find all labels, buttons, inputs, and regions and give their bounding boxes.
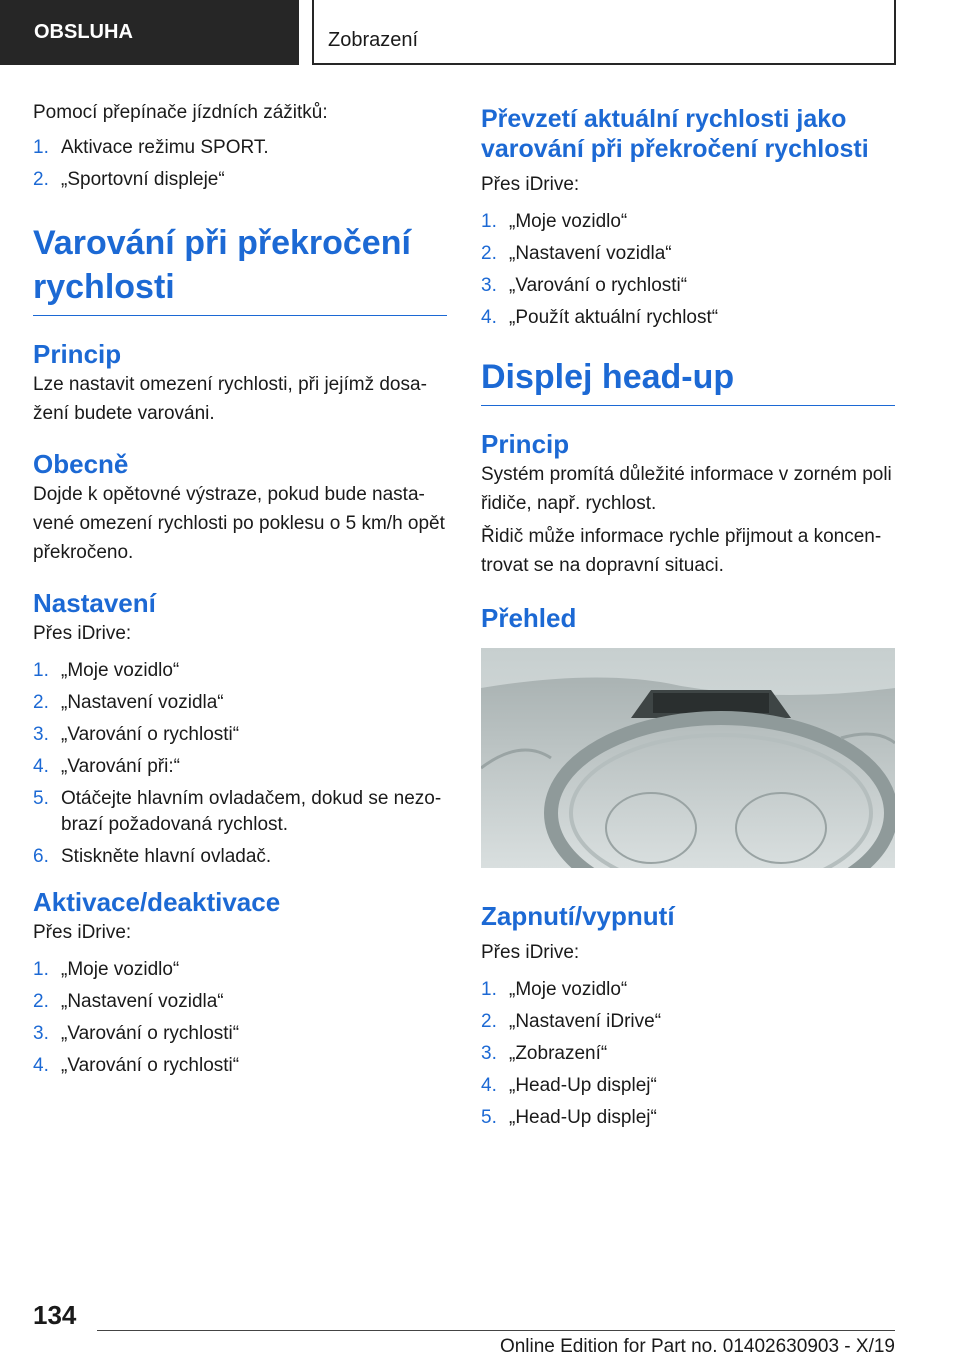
chapter-tab bbox=[312, 0, 896, 65]
hud-principle-text-2: Řidič může informace rychle přijmout a koncentrovat se na dopravní situaci. bbox=[481, 526, 882, 576]
list-item: 2. „Nastavení vozidla“ bbox=[481, 243, 672, 264]
activation-lead: Přes iDrive: bbox=[33, 922, 132, 943]
section-title-hud: Displej head-up bbox=[481, 355, 895, 406]
list-item: 4. „Head-Up displej“ bbox=[481, 1075, 657, 1096]
heading-settings: Nastavení bbox=[33, 588, 156, 618]
list-item: 2. „Nastavení iDrive“ bbox=[481, 1011, 662, 1032]
list-item: 3. „Zobrazení“ bbox=[481, 1043, 608, 1064]
section-tab bbox=[0, 0, 299, 65]
list-item: 4. „Varování o rychlosti“ bbox=[33, 1055, 240, 1076]
list-item: 5. „Head-Up displej“ bbox=[481, 1107, 657, 1128]
list-item: 4. „Použít aktuální rychlost“ bbox=[481, 307, 719, 328]
heading-on-off: Zapnutí/vypnutí bbox=[481, 901, 675, 931]
list-item: 3. „Varování o rychlosti“ bbox=[481, 275, 688, 296]
adopt-steps bbox=[481, 209, 895, 331]
chapter-label: Zobrazení bbox=[328, 29, 419, 51]
edition-note: Online Edition for Part no. 01402630903 - X/19 bbox=[499, 1336, 895, 1357]
list-item: 3. „Varování o rychlosti“ bbox=[33, 724, 240, 745]
section-label: OBSLUHA bbox=[34, 21, 133, 43]
heading-adopt-speed: Převzetí aktuální rychlosti jako varování při překročení rychlosti bbox=[481, 105, 869, 163]
page-number: 134 bbox=[33, 1300, 77, 1330]
hud-principle-text-1: Systém promítá důležité informace v zorném poli řidiče, např. rychlost. bbox=[481, 464, 892, 514]
intro-list bbox=[33, 135, 447, 193]
onoff-steps bbox=[481, 977, 895, 1131]
footer-divider bbox=[97, 1330, 895, 1331]
section-title-speed-warning: Varování při překročení rychlosti bbox=[33, 221, 447, 316]
list-item: 2. „Nastavení vozidla“ bbox=[33, 692, 224, 713]
adopt-lead: Přes iDrive: bbox=[481, 174, 580, 195]
heading-overview: Přehled bbox=[481, 603, 577, 633]
activation-steps bbox=[33, 957, 447, 1079]
list-item: 6. Stiskněte hlavní ovladač. bbox=[33, 846, 272, 867]
list-item: 1. „Moje vozidlo“ bbox=[33, 959, 180, 980]
list-item: 5. Otáčejte hlavním ovladačem, dokud se nezobrazí požadovaná rychlost. bbox=[33, 788, 442, 835]
heading-principle: Princip bbox=[33, 339, 122, 369]
onoff-lead: Přes iDrive: bbox=[481, 942, 580, 963]
principle-text: Lze nastavit omezení rychlosti, při jejímž dosažení budete varováni. bbox=[33, 374, 427, 424]
list-item: 4. „Varování při:“ bbox=[33, 756, 180, 777]
settings-steps bbox=[33, 658, 447, 870]
list-item: 2. „Nastavení vozidla“ bbox=[33, 991, 224, 1012]
list-item: 1. „Moje vozidlo“ bbox=[481, 211, 628, 232]
list-item: 3. „Varování o rychlosti“ bbox=[33, 1023, 240, 1044]
heading-general: Obecně bbox=[33, 449, 129, 479]
settings-lead: Přes iDrive: bbox=[33, 623, 132, 644]
list-item: 1. „Moje vozidlo“ bbox=[33, 660, 180, 681]
heading-hud-principle: Princip bbox=[481, 429, 570, 459]
right-column bbox=[481, 104, 895, 1137]
left-column bbox=[33, 98, 447, 1085]
heading-activation: Aktivace/deaktivace bbox=[33, 887, 281, 917]
general-text: Dojde k opětovné výstraze, pokud bude nastavené omezení rychlosti po poklesu o 5 km/h opět překročeno. bbox=[33, 484, 445, 563]
list-item: 1. Aktivace režimu SPORT. bbox=[33, 137, 269, 158]
hud-dashboard-illustration bbox=[481, 648, 895, 868]
list-item: 1. „Moje vozidlo“ bbox=[481, 979, 628, 1000]
intro-text: Pomocí přepínače jízdních zážitků: bbox=[33, 102, 328, 123]
list-item: 2. „Sportovní displeje“ bbox=[33, 169, 225, 190]
